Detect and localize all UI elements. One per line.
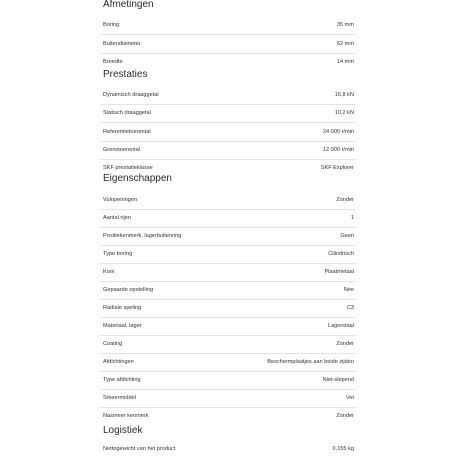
table-row (100, 192, 356, 210)
row-value: Zonder (336, 341, 354, 347)
table-row (100, 441, 356, 459)
row-value: C3 (346, 305, 354, 311)
row-value: Niet-slepend (322, 377, 354, 383)
section-heading-prestaties: Prestaties (103, 69, 148, 80)
row-value: 10,2 kN (334, 110, 354, 116)
row-value: Geen (340, 233, 354, 239)
row-label: Kooi (103, 269, 115, 275)
row-value: 14 mm (336, 59, 354, 65)
table-row (100, 390, 356, 408)
row-label: Dynamisch draaggetal (103, 92, 159, 98)
row-value: 24 000 r/min (322, 129, 354, 135)
row-value: Zonder (336, 413, 354, 419)
row-label: Grenstoerental (103, 147, 141, 153)
row-label: Nettogewicht van het product (103, 446, 176, 452)
row-label: Type afdichting (103, 377, 141, 383)
row-value: 16,8 kN (334, 92, 354, 98)
table-row (100, 142, 356, 160)
row-label: Coating (103, 341, 123, 347)
row-label: Boring (103, 22, 120, 28)
row-label: Afdichtingen (103, 359, 134, 365)
row-label: Vulopeningen (103, 197, 138, 203)
row-label: SKF prestatieklasse (103, 165, 153, 171)
row-value: Plaatmetaal (324, 269, 354, 275)
table-row (100, 354, 356, 372)
row-label: Positiekenmerk, lagerbuitenring (103, 233, 182, 239)
table-row (100, 300, 356, 318)
row-label: Breedte (103, 59, 123, 65)
table-row (100, 264, 356, 282)
table-row (100, 17, 356, 35)
table-row (100, 336, 356, 354)
row-label: Aantal rijen (103, 215, 131, 221)
row-value: SKF Explorer (320, 165, 354, 171)
row-value: 62 mm (336, 41, 354, 47)
row-value: Vet (345, 395, 354, 401)
table-row (100, 105, 356, 123)
section-heading-eigenschappen: Eigenschappen (103, 173, 172, 184)
row-value: 35 mm (336, 22, 354, 28)
row-value: Zonder (336, 197, 354, 203)
row-label: Gepaarde opstelling (103, 287, 154, 293)
row-label: Statisch draaggetal (103, 110, 151, 116)
table-row (100, 87, 356, 105)
row-label: Radiale speling (103, 305, 142, 311)
row-label: Smeermiddel (103, 395, 136, 401)
row-label: Nasmeer kenmerk (103, 413, 149, 419)
table-row (100, 408, 356, 426)
table-row (100, 36, 356, 54)
row-value: 1 (350, 215, 354, 221)
row-value: 12 000 r/min (322, 147, 354, 153)
row-label: Buitendiameter (103, 41, 141, 47)
row-value: 0,155 kg (332, 446, 354, 452)
row-label: Materiaal, lager (103, 323, 142, 329)
table-row (100, 246, 356, 264)
row-value: Cilindrisch (328, 251, 354, 257)
table-row (100, 372, 356, 390)
table-row (100, 228, 356, 246)
table-row (100, 318, 356, 336)
row-value: Nee (343, 287, 354, 293)
table-row (100, 124, 356, 142)
row-value: Lagerstaal (327, 323, 354, 329)
row-label: Type boring (103, 251, 133, 257)
section-heading-logistiek: Logistiek (103, 425, 143, 436)
section-heading-afmetingen: Afmetingen (103, 0, 154, 10)
table-row (100, 210, 356, 228)
table-row (100, 282, 356, 300)
row-label: Referentietoerental (103, 129, 151, 135)
row-value: Beschermplaatjes aan beide zijden (267, 359, 354, 365)
